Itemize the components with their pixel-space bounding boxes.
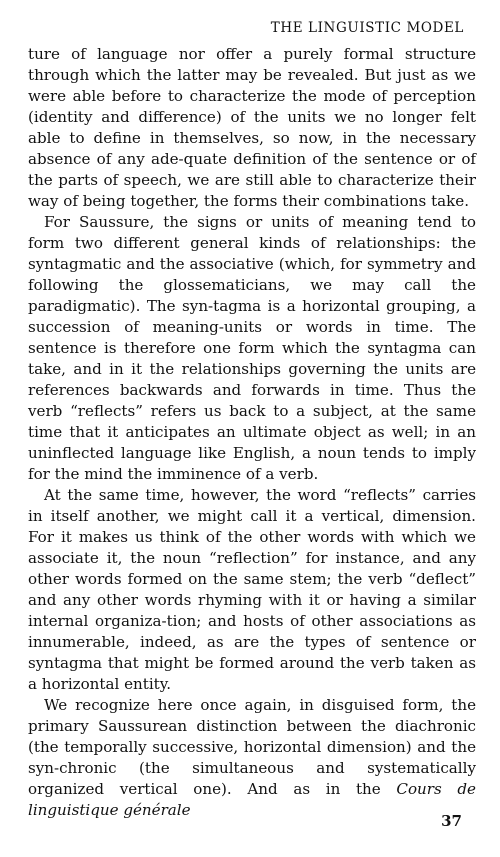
paragraph-4: [28, 695, 476, 821]
paragraph-3: At the same time, however, the word “reflects” carries in itself another, we might call it a vertical, dimension. For it makes us think of the other words with which we associate it, the noun “reflection” for instance, and any other words formed on the same stem; the verb “deflect” and any other words rhyming with it or having a similar internal organiza-tion; and hosts of other associations as innumerable, indeed, as are the types of sentence or syntagma that might be formed around the verb taken as a horizontal entity.: [28, 486, 476, 693]
book-title-italic: Cours de linguistique générale: [28, 780, 476, 819]
paragraph-4-text: We recognize here once again, in disguised form, the primary Saussurean distinction between the diachronic (the temporally successive, horizontal dimension) and the syn-chronic (the simultaneous and systematically organized vertical one). And as in the: [28, 696, 476, 798]
running-head: THE LINGUISTIC MODEL: [270, 20, 464, 36]
paragraph-2: For Saussure, the signs or units of meaning tend to form two different general kinds of relationships: the syntagmatic and the associative (which, for symmetry and following the glossematicians, we may call the paradigmatic). The syn-tagma is a horizontal grouping, a succession of meaning-units or words in time. The sentence is therefore one form which the syntagma can take, and in it the relationships governing the units are references backwards and forwards in time. Thus the verb “reflects” refers us back to a subject, at the same time that it anticipates an ultimate object as well; in an uninflected language like English, a noun tends to imply for the mind the imminence of a verb.: [28, 213, 476, 483]
body-text: [28, 44, 476, 821]
page-number: 37: [441, 812, 462, 830]
paragraph-1: ture of language nor offer a purely formal structure through which the latter may be revealed. But just as we were able before to characterize the mode of perception (identity and difference) of the units we no longer felt able to define in themselves, so now, in the necessary absence of any ade-quate definition of the sentence or of the parts of speech, we are still able to characterize their way of being together, the forms their combinations take.: [28, 45, 476, 210]
